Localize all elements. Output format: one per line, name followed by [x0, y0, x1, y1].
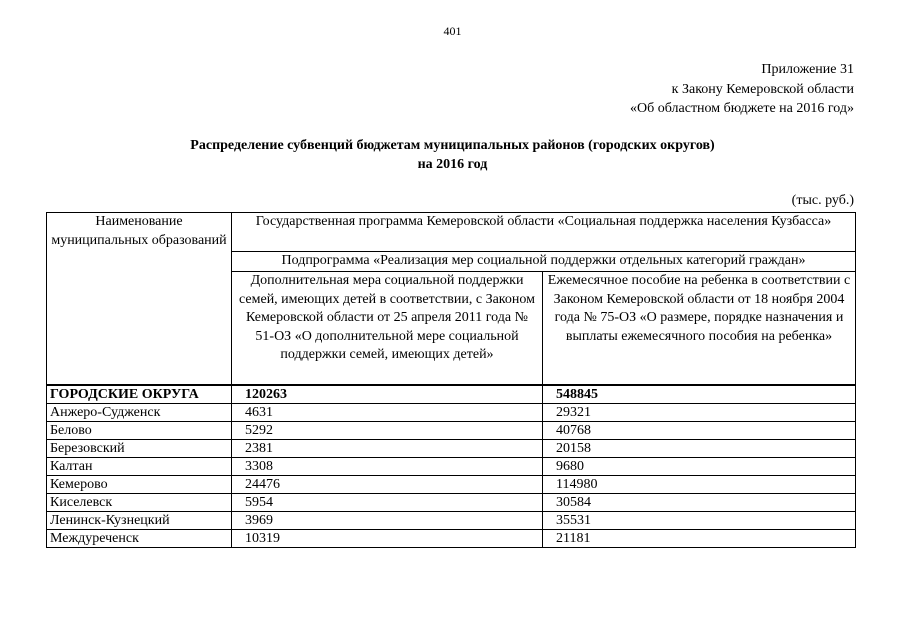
row-name: Белово — [47, 422, 232, 440]
row-value-1: 5292 — [232, 422, 543, 440]
document-title — [0, 136, 905, 174]
table-row — [47, 512, 856, 530]
row-value-2: 40768 — [543, 422, 856, 440]
row-value-2: 9680 — [543, 458, 856, 476]
table-row — [47, 458, 856, 476]
table-row — [47, 385, 856, 404]
table-row — [47, 440, 856, 458]
row-value-1: 10319 — [232, 530, 543, 548]
table-row — [47, 422, 856, 440]
title-line-2: на 2016 год — [417, 157, 488, 172]
row-name: Березовский — [47, 440, 232, 458]
table-row — [47, 476, 856, 494]
table-row — [47, 530, 856, 548]
row-value-2: 30584 — [543, 494, 856, 512]
row-value-1: 120263 — [232, 385, 543, 404]
header-program: Государственная программа Кемеровской области «Социальная поддержка населения Кузбасса» — [232, 213, 856, 252]
page-number: 401 — [443, 24, 462, 38]
row-name: Кемерово — [47, 476, 232, 494]
header-municipality: Наименование муниципальных образований — [47, 213, 232, 386]
header-subprogram: Подпрограмма «Реализация мер социальной поддержки отдельных категорий граждан» — [232, 252, 856, 272]
row-name: ГОРОДСКИЕ ОКРУГА — [47, 385, 232, 404]
row-value-2: 114980 — [543, 476, 856, 494]
row-value-2: 21181 — [543, 530, 856, 548]
header-column-2: Ежемесячное пособие на ребенка в соответствии с Законом Кемеровской области от 18 ноября 2004 года № 75-ОЗ «О размере, порядке назначения и выплаты ежемесячного пособия на ребенка» — [543, 272, 856, 386]
table-row — [47, 494, 856, 512]
row-value-1: 4631 — [232, 404, 543, 422]
row-value-1: 5954 — [232, 494, 543, 512]
appendix-line-1: Приложение 31 — [761, 62, 854, 77]
appendix-block — [630, 60, 854, 119]
header-column-1: Дополнительная мера социальной поддержки семей, имеющих детей в соответствии, с Законом Кемеровской области от 25 апреля 2011 года № 51-ОЗ «О дополнительной мере социальной поддержки семей, имеющих детей» — [232, 272, 543, 386]
row-value-2: 548845 — [543, 385, 856, 404]
row-name: Междуреченск — [47, 530, 232, 548]
row-value-1: 3969 — [232, 512, 543, 530]
row-value-1: 2381 — [232, 440, 543, 458]
row-value-2: 35531 — [543, 512, 856, 530]
row-value-1: 24476 — [232, 476, 543, 494]
row-value-2: 20158 — [543, 440, 856, 458]
row-name: Киселевск — [47, 494, 232, 512]
row-value-2: 29321 — [543, 404, 856, 422]
row-name: Анжеро-Судженск — [47, 404, 232, 422]
row-name: Ленинск-Кузнецкий — [47, 512, 232, 530]
unit-label: (тыс. руб.) — [791, 193, 854, 208]
table-row — [47, 404, 856, 422]
row-name: Калтан — [47, 458, 232, 476]
subsidy-table — [46, 212, 856, 548]
appendix-line-3: «Об областном бюджете на 2016 год» — [630, 101, 854, 116]
title-line-1: Распределение субвенций бюджетам муниципальных районов (городских округов) — [190, 138, 715, 153]
appendix-line-2: к Закону Кемеровской области — [671, 81, 854, 97]
row-value-1: 3308 — [232, 458, 543, 476]
